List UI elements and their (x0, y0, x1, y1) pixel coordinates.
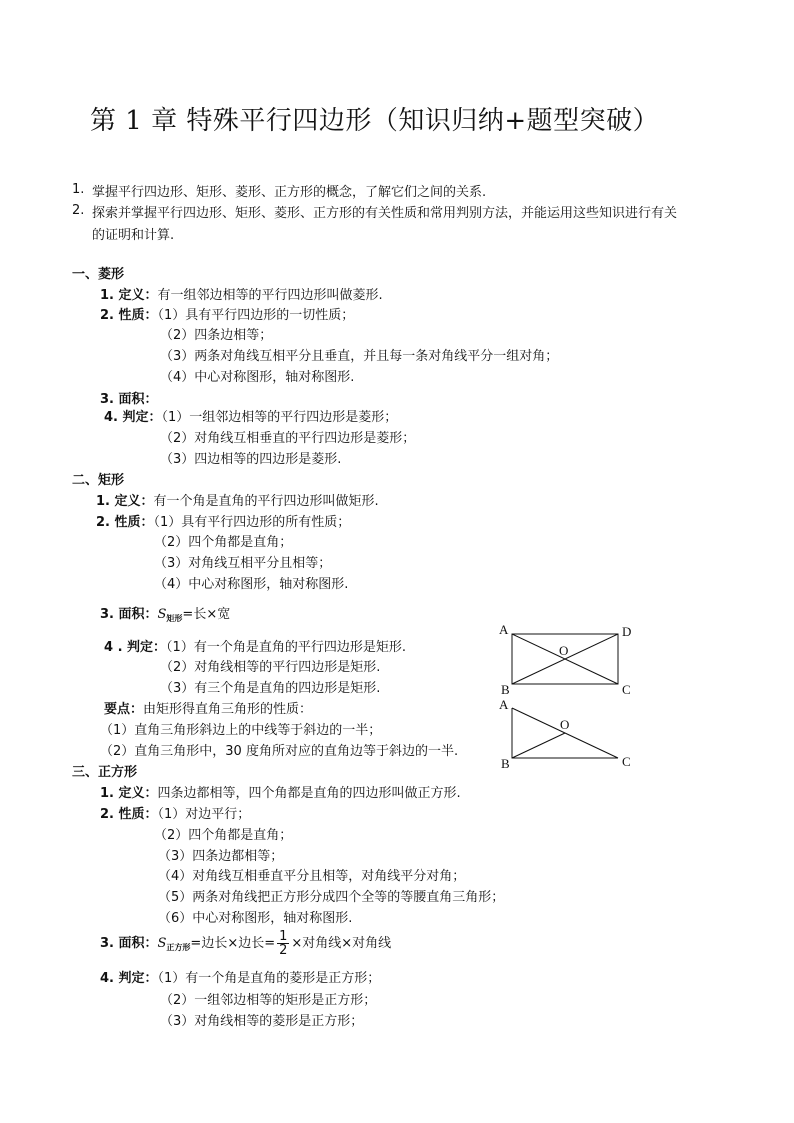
square-property: （5）两条对角线把正方形分成四个全等的等腰直角三角形； (158, 890, 505, 905)
rhombus-property: （3）两条对角线互相平分且垂直，并且每一条对角线平分一组对角； (160, 349, 559, 364)
area-symbol: S (157, 936, 167, 951)
key-point-item: （2）直角三角形中，30 度角所对应的直角边等于斜边的一半. (100, 744, 459, 759)
rhombus-property: （2）四条边相等； (160, 328, 273, 343)
rhombus-area-label: 3. 面积： (100, 392, 158, 407)
label: 4. 判定： (100, 971, 158, 986)
text: 有一个角是直角的平行四边形叫做矩形. (153, 494, 379, 509)
rectangle-property: （2）四个角都是直角； (154, 535, 293, 550)
vertex-label-a: A (499, 622, 509, 637)
text: （1）对边平行； (157, 807, 251, 822)
area-formula-tail: ×对角线×对角线 (291, 936, 392, 951)
rhombus-judgement: （3）四边相等的四边形是菱形. (160, 452, 342, 467)
text: 四条边都相等，四个角都是直角的四边形叫做正方形. (157, 786, 461, 801)
page-title: 第 1 章 特殊平行四边形（知识归纳+题型突破） (90, 106, 660, 136)
rectangle-judgement: （2）对角线相等的平行四边形是矩形. (160, 660, 381, 675)
rectangle-judgement: （3）有三个角是直角的四边形是矩形. (160, 681, 381, 696)
square-judgement: （2）一组邻边相等的矩形是正方形； (160, 993, 377, 1008)
objective-text: 掌握平行四边形、矩形、菱形、正方形的概念，了解它们之间的关系. (92, 185, 487, 200)
vertex-label-b: B (501, 682, 510, 697)
rhombus-property (100, 304, 354, 323)
rectangle-property: （3）对角线互相平分且相等； (154, 556, 332, 571)
rhombus-judgement: （2）对角线互相垂直的平行四边形是菱形； (160, 431, 416, 446)
square-property: （3）四条边都相等； (158, 849, 284, 864)
area-subscript: 矩形 (166, 614, 183, 623)
rectangle-judgement (104, 636, 406, 655)
key-point-item: （1）直角三角形斜边上的中线等于斜边的一半； (100, 723, 382, 738)
label: 1. 定义： (100, 786, 158, 801)
text: （1）有一个角是直角的菱形是正方形； (157, 971, 381, 986)
square-area (100, 930, 391, 957)
label: 3. 面积： (100, 936, 158, 951)
fraction-one-half (277, 930, 289, 957)
rhombus-definition (100, 284, 383, 303)
objective-num: 1. (72, 182, 85, 197)
label: 1. 定义： (100, 288, 158, 303)
text: （1）一组邻边相等的平行四边形是菱形； (161, 410, 398, 425)
rhombus-judgement (104, 406, 397, 425)
label: 2. 性质： (96, 515, 154, 530)
objective-num: 2. (72, 203, 85, 218)
rectangle-area (100, 603, 230, 624)
right-triangle-median-figure (495, 696, 645, 776)
objective-text: 的证明和计算. (92, 228, 175, 243)
section-heading-rhombus: 一、菱形 (72, 267, 125, 282)
square-property: （2）四个角都是直角； (154, 828, 293, 843)
text: 有一组邻边相等的平行四边形叫做菱形. (157, 288, 383, 303)
label: 1. 定义： (96, 494, 154, 509)
center-label-o: O (559, 643, 569, 658)
text: （1）有一个角是直角的平行四边形是矩形. (166, 640, 406, 655)
vertex-label-d: D (622, 624, 632, 639)
section-heading-square: 三、正方形 (72, 765, 138, 780)
fraction-numerator: 1 (279, 929, 288, 944)
rectangle-key-point (104, 698, 312, 717)
midpoint-label-o: O (560, 717, 570, 732)
text: 由矩形得直角三角形的性质： (143, 702, 313, 717)
rectangle-definition (96, 490, 379, 509)
area-formula: =边长×边长= (190, 936, 276, 951)
square-property: （4）对角线互相垂直平分且相等，对角线平分对角； (158, 869, 466, 884)
vertex-label-c: C (622, 682, 631, 697)
square-property: （6）中心对称图形，轴对称图形. (158, 911, 353, 926)
square-definition (100, 782, 461, 801)
area-subscript: 正方形 (166, 943, 191, 952)
label: 4. 判定： (104, 410, 162, 425)
area-symbol: S (157, 607, 167, 622)
vertex-label-a: A (499, 697, 509, 712)
objective-text: 探索并掌握平行四边形、矩形、菱形、正方形的有关性质和常用判别方法，并能运用这些知识进行有关 (92, 206, 678, 221)
rectangle-property: （4）中心对称图形，轴对称图形. (154, 577, 349, 592)
square-judgement (100, 967, 380, 986)
label: 4 . 判定： (104, 640, 167, 655)
label: 3. 面积： (100, 607, 158, 622)
label: 2. 性质： (100, 807, 158, 822)
rectangle-property (96, 511, 350, 530)
section-heading-rectangle: 二、矩形 (72, 473, 125, 488)
label: 要点： (104, 702, 144, 717)
text: （1）具有平行四边形的一切性质； (157, 308, 355, 323)
square-property (100, 803, 250, 822)
area-formula: =长×宽 (182, 607, 231, 622)
rhombus-property: （4）中心对称图形，轴对称图形. (160, 370, 355, 385)
label: 2. 性质： (100, 308, 158, 323)
rectangle-diagonals-figure (495, 620, 645, 700)
fraction-denominator: 2 (279, 943, 288, 958)
vertex-label-c: C (622, 754, 631, 769)
text: （1）具有平行四边形的所有性质； (153, 515, 351, 530)
vertex-label-b: B (501, 756, 510, 771)
square-judgement: （3）对角线相等的菱形是正方形； (160, 1014, 364, 1029)
